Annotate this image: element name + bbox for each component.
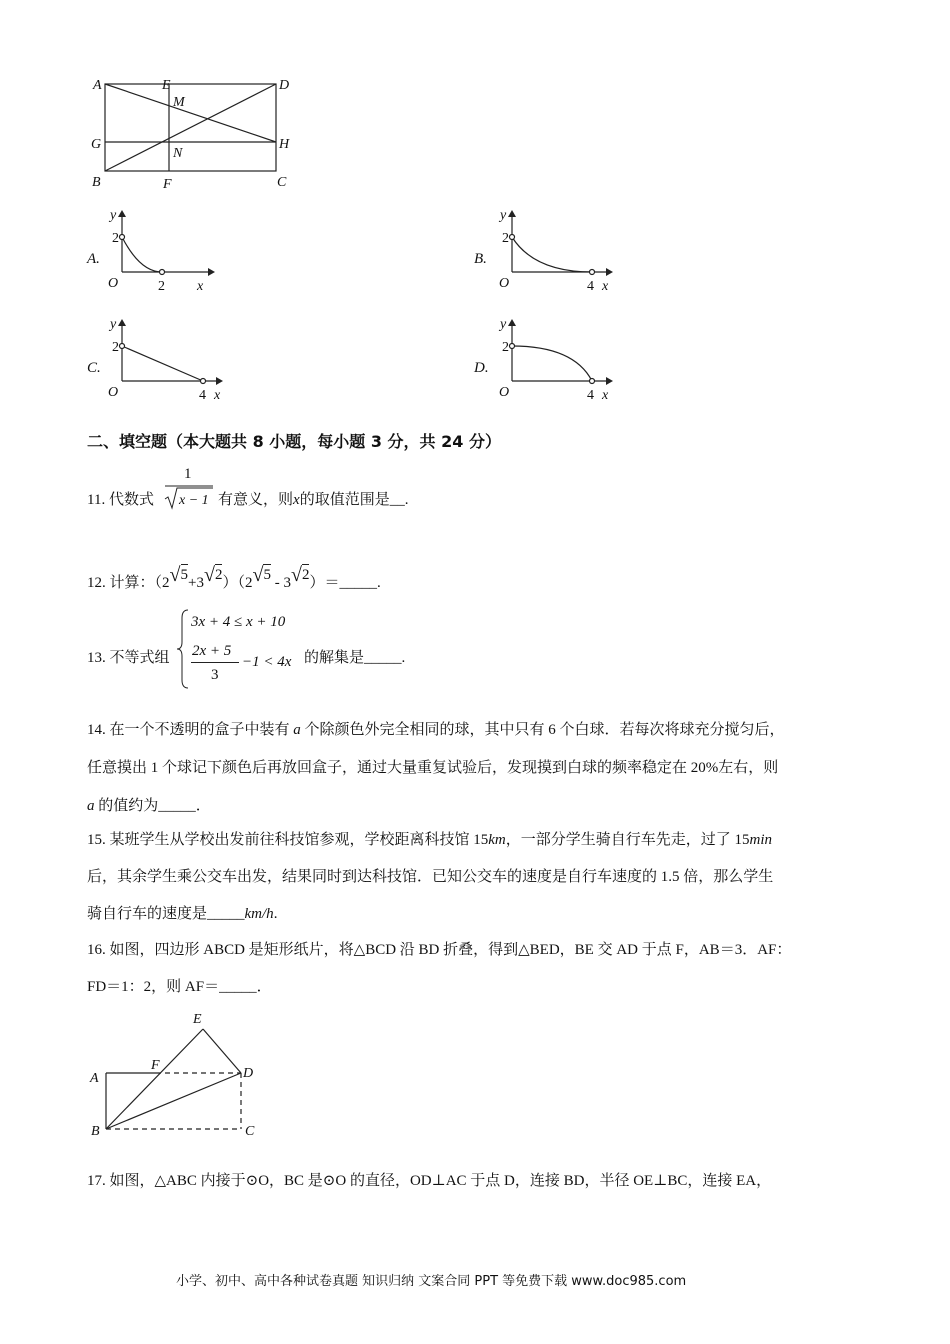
q13-frac-den: 3 [211,667,219,683]
svg-text:2: 2 [112,340,119,355]
rectangle-figure [85,72,300,192]
question-16-line1: 16. 如图，四边形 ABCD 是矩形纸片，将△BCD 沿 BD 折叠，得到△BED，BE 交 AD 于点 F，AB＝3．AF： [87,942,792,958]
svg-text:O: O [499,276,510,291]
option-b-graph [490,205,620,297]
svg-text:x: x [602,279,609,294]
question-15-line1: 15. 某班学生从学校出发前往科技馆参观，学校距离科技馆 15km，一部分学生骑自行车先走，过了 15min [87,832,773,848]
q11-fraction-numerator: 1 [184,466,192,482]
q13-brace [176,608,190,690]
svg-text:B: B [91,1124,100,1139]
label-e: E [162,78,171,93]
segment-bd [105,84,276,171]
label-n: N [173,146,183,161]
svg-text:D: D [243,1066,254,1081]
label-h: H [279,137,290,152]
svg-text:4: 4 [199,388,206,403]
svg-text:C: C [245,1124,255,1139]
svg-text:A: A [90,1071,99,1086]
question-11: 11. 代数式 [87,492,154,508]
option-c-letter: C. [87,360,101,376]
curve-d [512,346,592,381]
label-a: A [93,78,102,93]
label-g: G [91,137,102,152]
line-c [122,346,203,381]
svg-text:4: 4 [587,279,594,294]
svg-text:2: 2 [158,279,165,294]
svg-text:2: 2 [112,231,119,246]
segment-ed [203,1029,241,1073]
svg-text:x: x [602,388,609,403]
svg-text:4: 4 [587,388,594,403]
question-14-line3: a 的值约为_____． [87,798,211,814]
svg-text:O: O [499,385,510,400]
question-13: 13. 不等式组 [87,650,170,666]
question-14-line1: 14. 在一个不透明的盒子中装有 a 个除颜色外完全相同的球，其中只有 6 个白球．若每次将球充分搅匀后， [87,722,785,738]
q13-line2-tail: −1 < 4x [242,654,292,670]
svg-text:x: x [197,279,204,294]
segment-be [106,1029,203,1129]
question-15-line3: 骑自行车的速度是_____km/h. [87,906,278,922]
question-15-line2: 后，其余学生乘公交车出发，结果同时到达科技馆．已知公交车的速度是自行车速度的 1.5 倍，那么学生 [87,869,774,885]
option-d-graph [490,314,620,406]
option-d-letter: D. [474,360,489,376]
svg-text:2: 2 [502,340,509,355]
curve-b [512,237,592,272]
svg-text:x − 1: x − 1 [179,493,209,508]
svg-text:2: 2 [502,231,509,246]
label-m: M [173,95,185,110]
option-b-letter: B. [474,251,487,267]
label-c: C [277,175,287,190]
option-a-letter: A. [87,251,100,267]
q11-tail: 有意义，则x的取值范围是__. [218,492,409,508]
option-c-graph [100,314,230,406]
question-16-line2: FD＝1：2，则 AF＝_____． [87,979,272,995]
svg-text:y: y [500,317,507,332]
svg-text:x: x [214,388,221,403]
curve-a [122,237,162,272]
svg-text:y: y [110,208,117,223]
svg-text:y: y [110,317,117,332]
svg-text:E: E [193,1012,202,1027]
segment-ah [105,84,276,142]
q13-frac-num: 2x + 5 [192,643,232,659]
section-title: 二、填空题（本大题共 8 小题，每小题 3 分，共 24 分） [87,432,501,451]
question-17-line1: 17. 如图，△ABC 内接于⊙O，BC 是⊙O 的直径，OD⊥AC 于点 D，连接 BD，半径 OE⊥BC，连接 EA， [87,1173,772,1189]
svg-text:O: O [108,276,119,291]
label-d: D [279,78,290,93]
fold-figure [85,1005,270,1145]
svg-text:y: y [500,208,507,223]
q11-sqrt [163,482,215,510]
q13-line1: 3x + 4 ≤ x + 10 [191,614,286,630]
q13-frac-bar [191,662,239,663]
svg-text:O: O [108,385,119,400]
svg-text:F: F [151,1058,160,1073]
question-12: 12. 计算：（2√5+3√2）（2√5 - 3√2）＝_____. [87,564,381,591]
q13-post: 的解集是_____. [304,650,406,666]
option-a-graph [100,205,220,297]
page-footer: 小学、初中、高中各种试卷真题 知识归纳 文案合同 PPT 等免费下载 www.doc985.com [176,1274,687,1289]
label-b: B [92,175,101,190]
label-f: F [163,177,172,192]
question-14-line2: 任意摸出 1 个球记下颜色后再放回盒子，通过大量重复试验后，发现摸到白球的频率稳定在 20%左右，则 [87,760,779,776]
segment-bd [106,1073,241,1129]
